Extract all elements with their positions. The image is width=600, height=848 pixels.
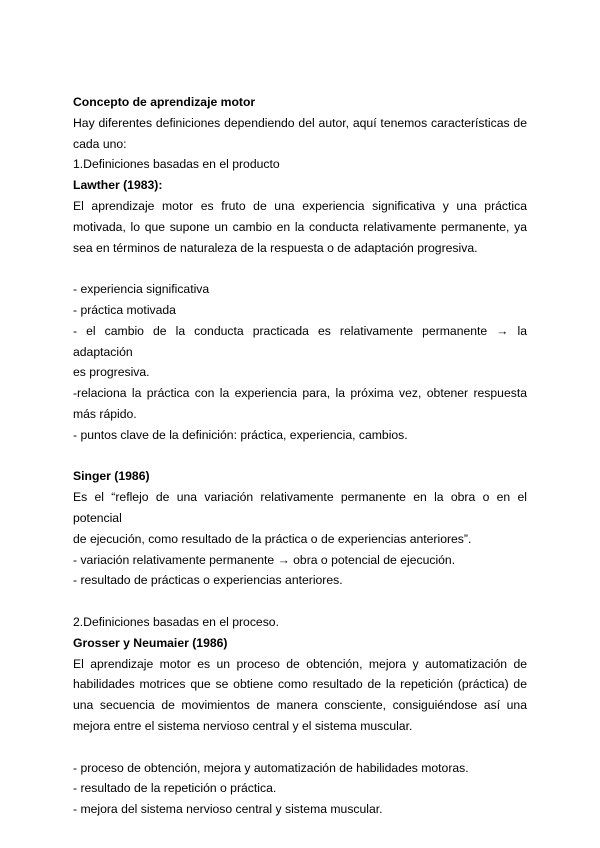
bullet-item: - resultado de la repetición o práctica. bbox=[73, 781, 277, 796]
author-heading: Lawther (1983): bbox=[73, 178, 163, 193]
definition-line: El aprendizaje motor es fruto de una experiencia significativa y una práctica bbox=[73, 198, 527, 213]
spacer bbox=[73, 737, 527, 758]
bullet-item: - experiencia significativa bbox=[73, 282, 210, 297]
bullet-item: - el cambio de la conducta practicada es relativamente permanente → la adaptación bbox=[73, 323, 527, 359]
bullet-item: - práctica motivada bbox=[73, 302, 176, 317]
section-heading: 2.Definiciones basadas en el proceso. bbox=[73, 614, 279, 629]
definition-line: mejora entre el sistema nervioso central y el sistema muscular. bbox=[73, 718, 413, 733]
intro-line: cada uno: bbox=[73, 136, 127, 151]
bullet-item: es progresiva. bbox=[73, 365, 150, 380]
spacer bbox=[73, 258, 527, 279]
spacer bbox=[73, 591, 527, 612]
bullet-item: - resultado de prácticas o experiencias anteriores. bbox=[73, 573, 343, 588]
author-heading: Grosser y Neumaier (1986) bbox=[73, 635, 228, 650]
definition-line: motivada, lo que supone un cambio en la conducta relativamente permanente, ya bbox=[73, 219, 527, 234]
bullet-item: - puntos clave de la definición: práctica, experiencia, cambios. bbox=[73, 427, 408, 442]
bullet-item: - mejora del sistema nervioso central y sistema muscular. bbox=[73, 802, 383, 817]
definition-line: habilidades motrices que se obtiene como resultado de la repetición (práctica) de bbox=[73, 677, 527, 692]
bullet-item: - variación relativamente permanente → obra o potencial de ejecución. bbox=[73, 552, 456, 567]
author-heading: Singer (1986) bbox=[73, 469, 150, 484]
definition-line: de ejecución, como resultado de la práctica o de experiencias anteriores”. bbox=[73, 531, 472, 546]
bullet-item: -relaciona la práctica con la experiencia para, la próxima vez, obtener respuesta bbox=[73, 386, 527, 401]
bullet-item: más rápido. bbox=[73, 406, 137, 421]
page-title: Concepto de aprendizaje motor bbox=[73, 95, 256, 109]
intro-line: Hay diferentes definiciones dependiendo del autor, aquí tenemos características de bbox=[73, 115, 527, 130]
definition-line: El aprendizaje motor es un proceso de obtención, mejora y automatización de bbox=[73, 656, 527, 671]
spacer bbox=[73, 446, 527, 467]
document-body bbox=[73, 92, 527, 820]
bullet-item: - proceso de obtención, mejora y automatización de habilidades motoras. bbox=[73, 760, 469, 775]
definition-line: sea en términos de naturaleza de la respuesta o de adaptación progresiva. bbox=[73, 240, 478, 255]
definition-line: Es el “reflejo de una variación relativamente permanente en la obra o en el potencial bbox=[73, 490, 527, 525]
definition-line: una secuencia de movimientos de manera consciente, consiguiéndose así una bbox=[73, 698, 527, 713]
section-heading: 1.Definiciones basadas en el producto bbox=[73, 157, 280, 172]
